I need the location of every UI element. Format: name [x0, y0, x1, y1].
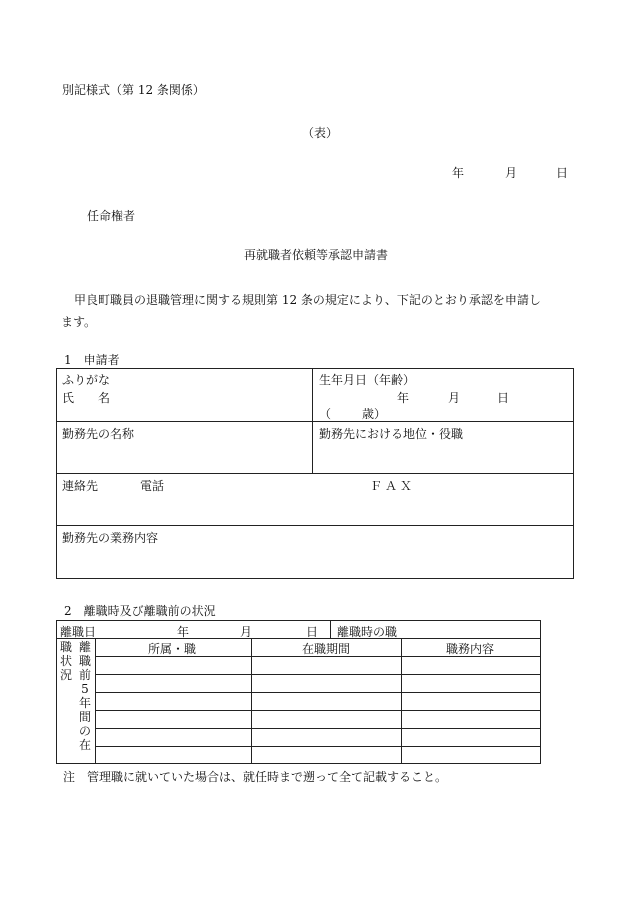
column-header-duties: 職務内容	[446, 642, 495, 656]
side-label: （表）	[302, 126, 339, 140]
divider	[95, 710, 541, 711]
fax-label: ＦＡＸ	[370, 479, 416, 493]
divider	[56, 525, 574, 526]
name-label: 氏 名	[62, 391, 111, 405]
document-title: 再就職者依頼等承認申請書	[244, 248, 389, 262]
birth-year-label: 年	[397, 391, 410, 405]
divider	[95, 674, 541, 675]
date-year: 年	[452, 166, 465, 180]
divider	[56, 638, 541, 639]
divider	[95, 692, 541, 693]
divider	[95, 746, 541, 747]
furigana-label: ふりがな	[62, 373, 111, 387]
column-header-affiliation: 所属・職	[148, 642, 197, 656]
side-heading-pre-retirement: 離職前5年間の在	[78, 640, 91, 752]
divider	[56, 473, 574, 474]
retirement-post-label: 離職時の職	[337, 625, 398, 639]
column-header-period: 在職期間	[302, 642, 351, 656]
footnote: 注 管理職に就いていた場合は、就任時まで遡って全て記載すること。	[63, 770, 448, 784]
employer-name-label: 勤務先の名称	[62, 427, 135, 441]
side-heading-status: 職状況	[59, 640, 72, 682]
employer-position-label: 勤務先における地位・役職	[319, 427, 464, 441]
contact-label: 連絡先	[62, 479, 99, 493]
date-month: 月	[505, 166, 518, 180]
intro-text-line-2: ます。	[61, 315, 97, 329]
addressee: 任命権者	[87, 209, 136, 223]
birth-day-label: 日	[497, 391, 510, 405]
form-reference: 別記様式（第 12 条関係）	[62, 83, 205, 97]
retirement-day-label: 日	[306, 625, 319, 639]
divider	[312, 368, 313, 474]
age-open: （	[319, 407, 332, 421]
section-1-heading: 1 申請者	[64, 353, 120, 367]
retirement-date-label: 離職日	[60, 625, 97, 639]
date-day: 日	[556, 166, 569, 180]
age-label: 歳）	[362, 407, 387, 421]
section-2-heading: 2 離職時及び離職前の状況	[64, 604, 216, 618]
birth-month-label: 月	[448, 391, 461, 405]
divider	[95, 728, 541, 729]
phone-label: 電話	[140, 479, 165, 493]
birth-date-label: 生年月日（年齢）	[319, 373, 416, 387]
retirement-month-label: 月	[240, 625, 253, 639]
retirement-year-label: 年	[177, 625, 190, 639]
divider	[56, 421, 574, 422]
divider	[330, 620, 331, 638]
business-content-label: 勤務先の業務内容	[62, 531, 159, 545]
intro-text-line-1: 甲良町職員の退職管理に関する規則第 12 条の規定により、下記のとおり承認を申請し	[74, 293, 541, 307]
